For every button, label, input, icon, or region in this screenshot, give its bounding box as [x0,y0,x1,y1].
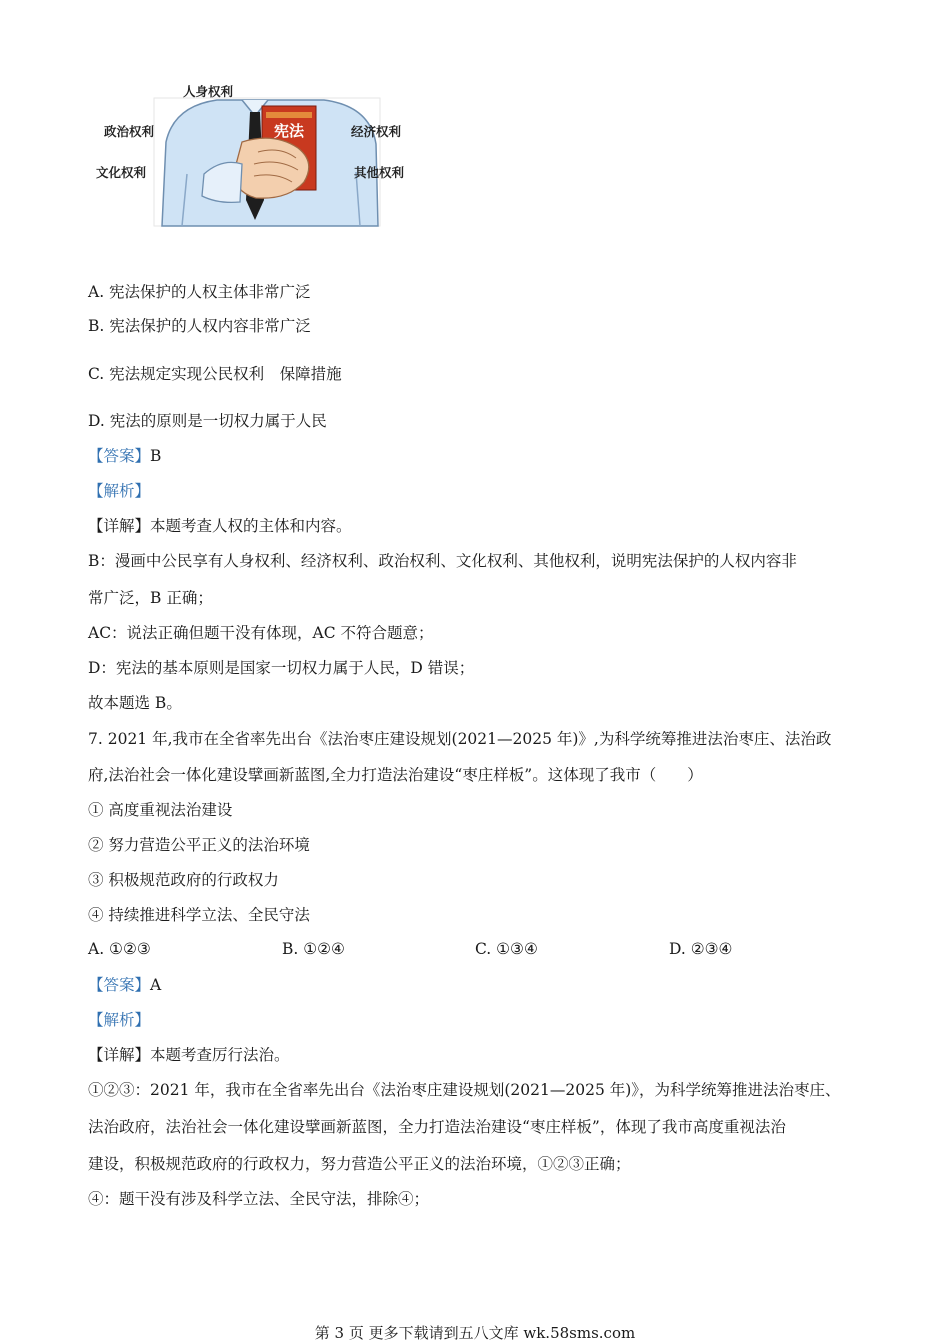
label-personal-rights: 人身权利 [183,84,234,99]
q6-detail-2: 常广泛，B 正确； [88,589,213,607]
q7-answer-line [88,975,161,995]
q7-choice-a: A. ①②③ [88,940,151,958]
q7-detail-1: ①②③：2021 年，我市在全省率先出台《法治枣庄建设规划(2021—2025 年)》，为科学统筹推进法治枣庄、 [88,1081,841,1099]
q7-statement-1: ① 高度重视法治建设 [88,801,233,819]
q6-option-d: D. 宪法的原则是一切权力属于人民 [88,412,327,430]
q6-answer-line [88,446,161,466]
hand-on-constitution-image [92,82,412,232]
q6-detail-3: AC：说法正确但题干没有体现，AC 不符合题意； [88,624,434,642]
q6-detail-5: 故本题选 B。 [88,694,182,712]
label-cultural-rights: 文化权利 [96,165,147,180]
q7-choice-c: C. ①③④ [475,940,538,958]
q7-detail-4: ④：题干没有涉及科学立法、全民守法，排除④； [88,1190,430,1208]
q7-detail-3: 建设，积极规范政府的行政权力，努力营造公平正义的法治环境，①②③正确； [88,1155,631,1173]
q7-detail-0: 【详解】本题考查厉行法治。 [88,1046,290,1064]
label-economic-rights: 经济权利 [351,124,402,139]
q6-detail-0: 【详解】本题考查人权的主体和内容。 [88,517,352,535]
book-title: 宪法 [273,122,305,140]
q6-analysis-tag: 【解析】 [88,482,151,500]
constitution-illustration [92,82,412,232]
q7-analysis-tag: 【解析】 [88,1011,151,1029]
page-footer: 第 3 页 更多下载请到五八文库 wk.58sms.com [314,1324,636,1342]
q6-detail-1: B：漫画中公民享有人身权利、经济权利、政治权利、文化权利、其他权利，说明宪法保护的人权内容非 [88,552,797,570]
q6-option-c: C. 宪法规定实现公民权利 保障措施 [88,365,342,383]
q7-statement-3: ③ 积极规范政府的行政权力 [88,871,279,889]
q6-answer: B [150,447,162,465]
q7-answer: A [150,976,162,994]
q7-stem-1: 府,法治社会一体化建设擘画新蓝图,全力打造法治建设“枣庄样板”。这体现了我市（ ） [88,766,703,784]
q7-choice-d: D. ②③④ [669,940,733,958]
q6-option-a: A. 宪法保护的人权主体非常广泛 [88,283,311,301]
q7-stem-0: 7. 2021 年,我市在全省率先出台《法治枣庄建设规划(2021—2025 年)》,为科学统筹推进法治枣庄、法治政 [88,730,832,748]
q6-detail-4: D：宪法的基本原则是国家一切权力属于人民，D 错误； [88,659,475,677]
q7-choice-b: B. ①②④ [282,940,345,958]
label-political-rights: 政治权利 [104,124,155,139]
q7-statement-2: ② 努力营造公平正义的法治环境 [88,836,310,854]
q7-statement-4: ④ 持续推进科学立法、全民守法 [88,906,310,924]
q6-option-b: B. 宪法保护的人权内容非常广泛 [88,317,311,335]
q7-detail-2: 法治政府，法治社会一体化建设擘画新蓝图，全力打造法治建设“枣庄样板”，体现了我市高度重视法治 [88,1118,786,1136]
q6-answer-tag: 【答案】 [88,447,151,465]
q7-answer-tag: 【答案】 [88,976,151,994]
label-other-rights: 其他权利 [354,165,405,180]
